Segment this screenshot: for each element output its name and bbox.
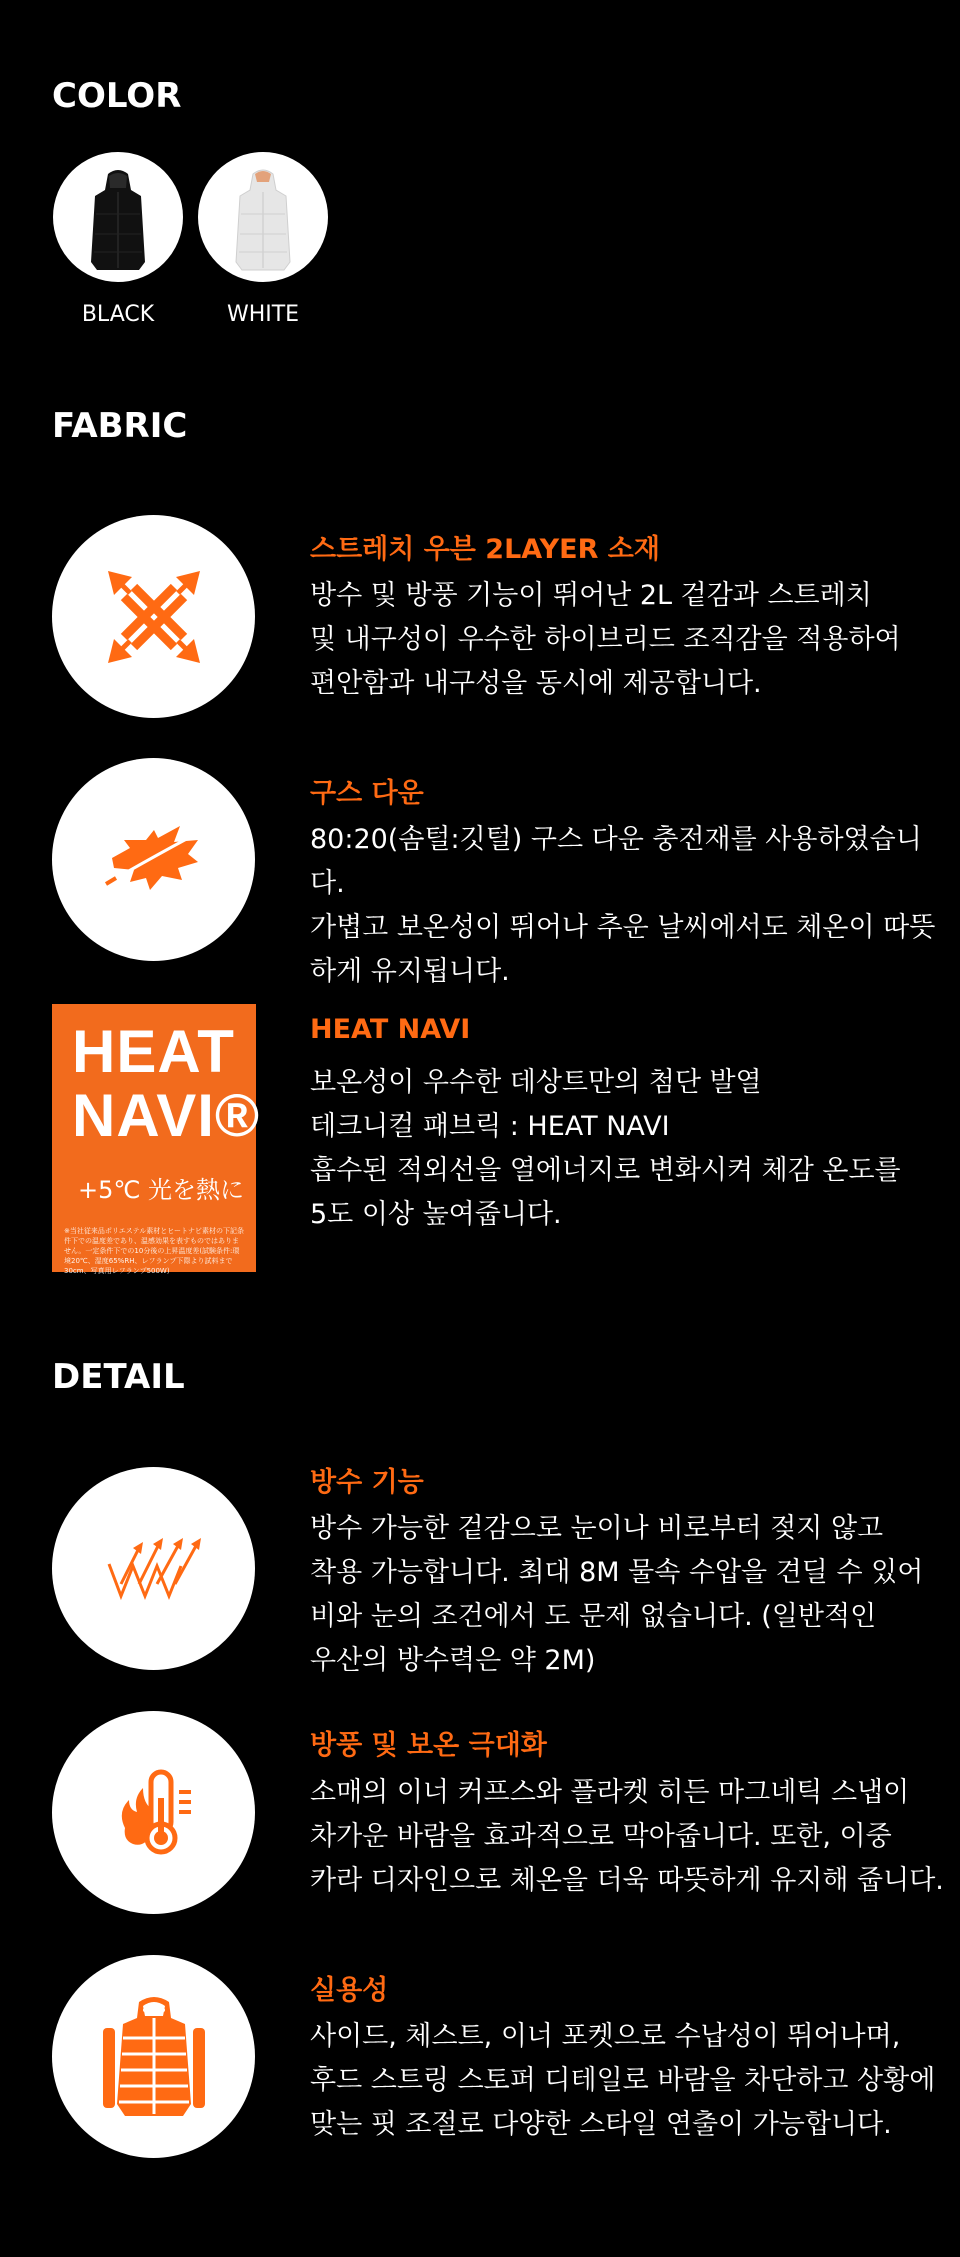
fabric-icon-circle-goose-down	[52, 758, 255, 961]
fabric-title-heat-navi: HEAT NAVI	[310, 1014, 471, 1045]
color-swatch-black[interactable]	[53, 152, 183, 282]
long-padded-coat-icon	[99, 1992, 209, 2122]
detail-icon-circle-practical	[52, 1955, 255, 2158]
white-coat-image	[198, 152, 328, 282]
fabric-icon-circle-stretch	[52, 515, 255, 718]
fabric-body-goose-down: 80:20(솜털:깃털) 구스 다운 충전재를 사용하였습니다. 가볍고 보온성이 뛰어나 추운 날씨에서도 체온이 따뜻 하게 유지됩니다.	[310, 824, 936, 987]
fabric-title-stretch: 스트레치 우븐 2LAYER 소재	[310, 534, 660, 565]
waterproof-arrows-icon	[99, 1514, 209, 1624]
feather-icon	[94, 800, 214, 920]
fabric-section-title: FABRIC	[52, 406, 188, 446]
detail-body-windproof: 소매의 이너 커프스와 플라켓 히든 마그네틱 스냅이 차가운 바람을 효과적으로 막아줍니다. 또한, 이중 카라 디자인으로 체온을 더욱 따뜻하게 유지해 줍니다.	[310, 1777, 944, 1896]
detail-title-practical: 실용성	[310, 1975, 389, 2006]
black-coat-image	[53, 152, 183, 282]
thermometer-flame-icon	[99, 1758, 209, 1868]
color-section-title: COLOR	[52, 76, 182, 116]
fabric-title-goose-down: 구스 다운	[310, 778, 424, 809]
swatch-label-white: WHITE	[226, 302, 300, 327]
detail-icon-circle-windproof	[52, 1711, 255, 1914]
fabric-body-heat-navi: 보온성이 우수한 데상트만의 첨단 발열 테크니컬 패브릭 : HEAT NAVI 흡수된 적외선을 열에너지로 변화시켜 체감 온도를 5도 이상 높여줍니다.	[310, 1067, 901, 1230]
detail-title-waterproof: 방수 기능	[310, 1467, 424, 1498]
detail-body-waterproof: 방수 가능한 겉감으로 눈이나 비로부터 젖지 않고 착용 가능합니다. 최대 8M 물속 수압을 견딜 수 있어 비와 눈의 조건에서 도 문제 없습니다. (일반적인 우산의 방수력은 약 2M)	[310, 1513, 924, 1676]
swatch-label-black: BLACK	[81, 302, 155, 327]
woven-stretch-arrows-icon	[94, 557, 214, 677]
heat-navi-logo	[52, 1004, 261, 1275]
color-swatch-white[interactable]	[198, 152, 328, 282]
heat-navi-logo-fineprint: ※当社従来品ポリエステル素材とヒートナビ素材の下記条件下での温度差であり、温感効果を表すものではありません。一定条件下での10分後の上昇温度差(試験条件:環境20℃、湿度65%RH、レフランプ下際より試料まで30cm、写真用レフランプ500W)	[64, 1227, 244, 1275]
heat-navi-logo-line1: HEAT	[72, 1018, 235, 1085]
fabric-body-stretch: 방수 및 방풍 기능이 뛰어난 2L 겉감과 스트레치 및 내구성이 우수한 하이브리드 조직감을 적용하여 편안함과 내구성을 동시에 제공합니다.	[310, 580, 901, 699]
heat-navi-logo-line2: NAVI®	[72, 1082, 261, 1149]
heat-navi-logo-sub: +5℃ 光を熱に	[78, 1176, 244, 1204]
detail-icon-circle-waterproof	[52, 1467, 255, 1670]
detail-section-title: DETAIL	[52, 1357, 185, 1397]
detail-body-practical: 사이드, 체스트, 이너 포켓으로 수납성이 뛰어나며, 후드 스트링 스토퍼 디테일로 바람을 차단하고 상황에 맞는 핏 조절로 다양한 스타일 연출이 가능합니다.	[310, 2021, 936, 2140]
detail-title-windproof: 방풍 및 보온 극대화	[310, 1730, 547, 1761]
